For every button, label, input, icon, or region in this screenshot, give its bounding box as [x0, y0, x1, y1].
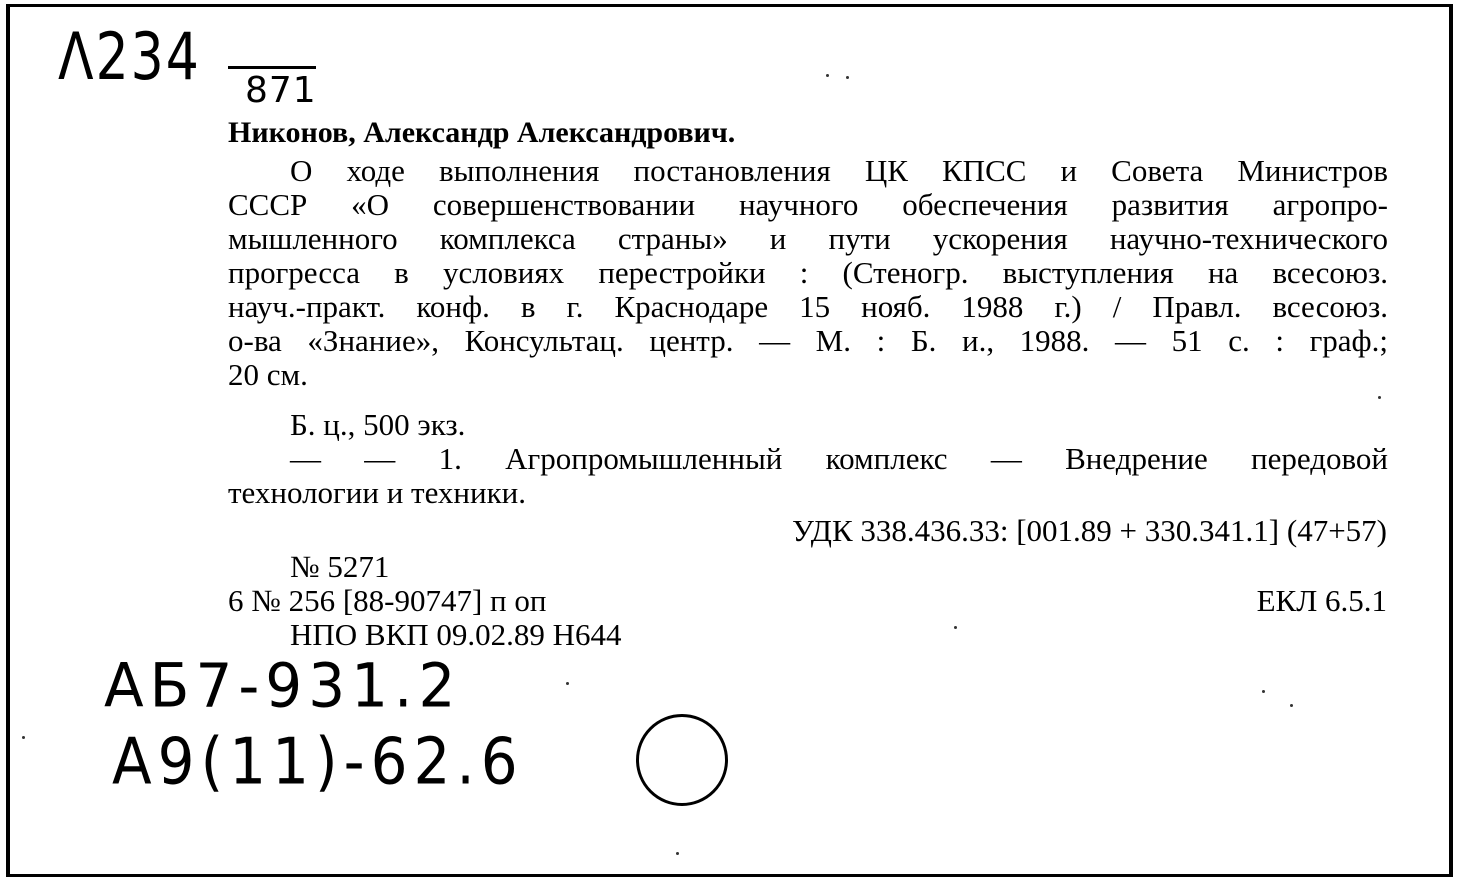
handwritten-shelf-code: АБ7-931.2 [104, 650, 462, 722]
fraction-line [228, 66, 316, 69]
author-heading: Никонов, Александр Александрович. [228, 116, 736, 149]
handwritten-call-number: Λ234 [58, 20, 201, 95]
punch-hole-circle [636, 714, 728, 806]
udk-code: УДК 338.436.33: [001.89 + 330.341.1] (47+57) [791, 513, 1387, 548]
description-line: 20 см. [228, 357, 308, 392]
scan-speck [1290, 704, 1293, 707]
scan-speck [954, 626, 957, 629]
scan-speck [22, 736, 25, 739]
order-info: 6 № 256 [88-90747] п оп [228, 583, 547, 618]
scan-speck [1378, 396, 1381, 399]
price-copies: Б. ц., 500 экз. [290, 407, 466, 442]
scan-speck [826, 74, 829, 77]
subject-line: технологии и техники. [228, 475, 527, 510]
description-line: О ходе выполнения постановления ЦК КПСС и Совета Министров [290, 153, 1388, 188]
handwritten-fraction: 871 [245, 70, 317, 111]
npo-imprint: НПО ВКП 09.02.89 Н644 [290, 617, 622, 652]
scan-speck [1262, 690, 1265, 693]
scan-speck [566, 682, 569, 685]
ekl-code: ЕКЛ 6.5.1 [1256, 583, 1387, 618]
scan-speck [846, 76, 849, 79]
description-line: мышленного комплекса страны» и пути ускорения научно-технического [228, 221, 1388, 256]
bibliographic-description [228, 154, 1388, 392]
handwritten-shelf-code-2: А9(11)-62.6 [112, 724, 524, 799]
catalog-number: № 5271 [290, 549, 390, 584]
description-line: науч.-практ. конф. в г. Краснодаре 15 нояб. 1988 г.) / Правл. всесоюз. [228, 289, 1388, 324]
subject-heading [228, 442, 1388, 510]
scan-speck [676, 852, 679, 855]
description-line: прогресса в условиях перестройки : (Стеногр. выступления на всесоюз. [228, 255, 1388, 290]
description-line: СССР «О совершенствовании научного обеспечения развития агропро- [228, 187, 1388, 222]
description-line: о-ва «Знание», Консультац. центр. — М. : Б. и., 1988. — 51 с. : граф.; [228, 323, 1388, 358]
subject-line: — — 1. Агропромышленный комплекс — Внедрение передовой [290, 441, 1388, 476]
